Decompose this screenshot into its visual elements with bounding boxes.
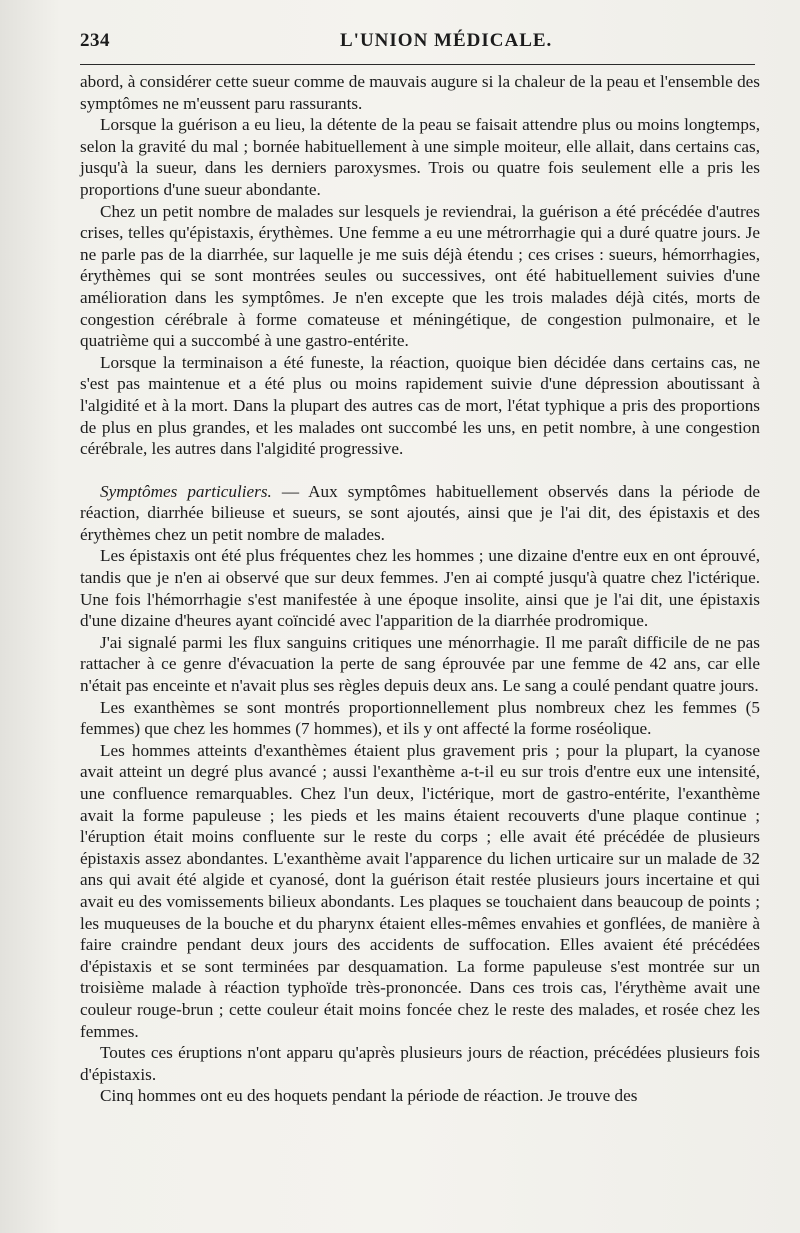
paragraph-11 [80,1085,760,1107]
paragraph-10 [80,1042,760,1085]
paragraph-5 [80,481,760,546]
paragraph-1 [80,71,760,114]
journal-title: L'UNION MÉDICALE. [340,30,553,51]
paragraph-6-text: Les épistaxis ont été plus fréquentes chez les hommes ; une dizaine d'entre eux en ont éprouvé, tandis que je n'en ai observé que sur deux femmes. J'en ai compté jusqu'à quatre chez l'ictérique. Une fois l'hémorrhagie s'est manifestée à une époque insolite, ainsi que je l'ai dit, une épistaxis d'une dizaine d'heures ayant coïncidé avec l'apparition de la diarrhée prodromique. [80,546,760,631]
page-number: 234 [80,30,110,51]
header-rule [80,64,755,65]
paragraph-8 [80,697,760,740]
running-header [80,28,760,58]
paragraph-4 [80,352,760,460]
paragraph-9-text: Les hommes atteints d'exanthèmes étaient plus gravement pris ; pour la plupart, la cyanose avait atteint un degré plus avancé ; aussi l'exanthème a-t-il eu sur trois d'entre eux une intensité, une confluence remarquables. Chez l'un deux, l'ictérique, mort de gastro-entérite, l'exanthème avait la forme papuleuse ; les pieds et les mains étaient recouverts d'une plaque continue ; l'éruption était moins confluente sur le reste du corps ; elle avait été précédée de plusieurs épistaxis assez abondantes. L'exanthème avait l'apparence du lichen urticaire sur un malade de 32 ans qui avait été algide et cyanosé, dont la guérison était restée plusieurs jours incertaine et qui avait eu des vomissements bilieux abondants. Les plaques se touchaient dans beaucoup de points ; les muqueuses de la bouche et du pharynx étaient elles-mêmes envahies et gonflées, de manière à faire craindre pendant deux jours des accidents de suffocation. Elles avaient été précédées d'épistaxis et se sont terminées par desquamation. La forme papuleuse s'est montrée sur un troisième malade à réaction typhoïde très-prononcée. Dans ces trois cas, l'érythème avait une couleur rouge-brun ; cette couleur était moins foncée chez le reste des malades, et rosée chez les femmes. [80,740,760,1041]
paragraph-5-text: — Aux symptômes habituellement observés dans la période de réaction, diarrhée bilieuse et sueurs, se sont ajoutés, ainsi que je l'ai dit, des épistaxis et des érythèmes chez un petit nombre de malades. [80,481,760,544]
paragraph-3 [80,201,760,352]
paragraph-11-text: Cinq hommes ont eu des hoquets pendant la période de réaction. Je trouve des [100,1086,638,1106]
section-heading: Symptômes particuliers. [100,481,272,501]
paragraph-6 [80,545,760,631]
paragraph-4-text: Lorsque la terminaison a été funeste, la réaction, quoique bien décidée dans certains cas, ne s'est pas maintenue et a été plus ou moins rapidement suivie d'une dépression aboutissant à l'algidité et à la mort. Dans la plupart des autres cas de mort, l'état typhique a pris des proportions de plus en plus grandes, et les malades ont succombé les uns, en petit nombre, à une congestion cérébrale, les autres dans l'algidité progressive. [80,352,760,459]
paragraph-3-text: Chez un petit nombre de malades sur lesquels je reviendrai, la guérison a été précédée d'autres crises, telles qu'épistaxis, érythèmes. Une femme a eu une métrorrhagie qui a duré quatre jours. Je ne parle pas de la diarrhée, sur laquelle je me suis déjà étendu ; ces crises : sueurs, hémorrhagies, érythèmes qui se sont montrées seules ou successives, ont été habituellement suivies d'une amélioration dans les symptômes. Je n'en excepte que les trois malades déjà cités, morts de congestion cérébrale à forme comateuse et méningétique, de congestion pulmonaire, et le quatrième qui a succombé à une gastro-entérite. [80,201,760,351]
body-text [80,71,760,1107]
paragraph-10-text: Toutes ces éruptions n'ont apparu qu'après plusieurs jours de réaction, précédées plusieurs fois d'épistaxis. [80,1043,760,1084]
paragraph-7-text: J'ai signalé parmi les flux sanguins critiques une ménorrhagie. Il me paraît difficile de ne pas rattacher à ce genre d'évacuation la perte de sang éprouvée par une femme de 42 ans, car elle n'était pas enceinte et n'avait plus ses règles depuis deux ans. Le sang a coulé pendant quatre jours. [80,632,760,696]
paragraph-8-text: Les exanthèmes se sont montrés proportionnellement plus nombreux chez les femmes (5 femmes) que chez les hommes (7 hommes), et ils y ont affecté la forme roséolique. [80,697,760,739]
paragraph-2-text: Lorsque la guérison a eu lieu, la détente de la peau se faisait attendre plus ou moins longtemps, selon la gravité du mal ; bornée habituellement à une simple moiteur, elle allait, dans certains cas, jusqu'à la sueur, dans les derniers paroxysmes. Trois ou quatre fois seulement elle a pris les proportions d'une sueur abondante. [80,115,760,199]
paragraph-1-text: abord, à considérer cette sueur comme de mauvais augure si la chaleur de la peau et l'ensemble des symptômes ne m'eussent paru rassurants. [80,72,760,113]
paragraph-7 [80,632,760,697]
paragraph-9 [80,740,760,1042]
paragraph-2 [80,114,760,200]
